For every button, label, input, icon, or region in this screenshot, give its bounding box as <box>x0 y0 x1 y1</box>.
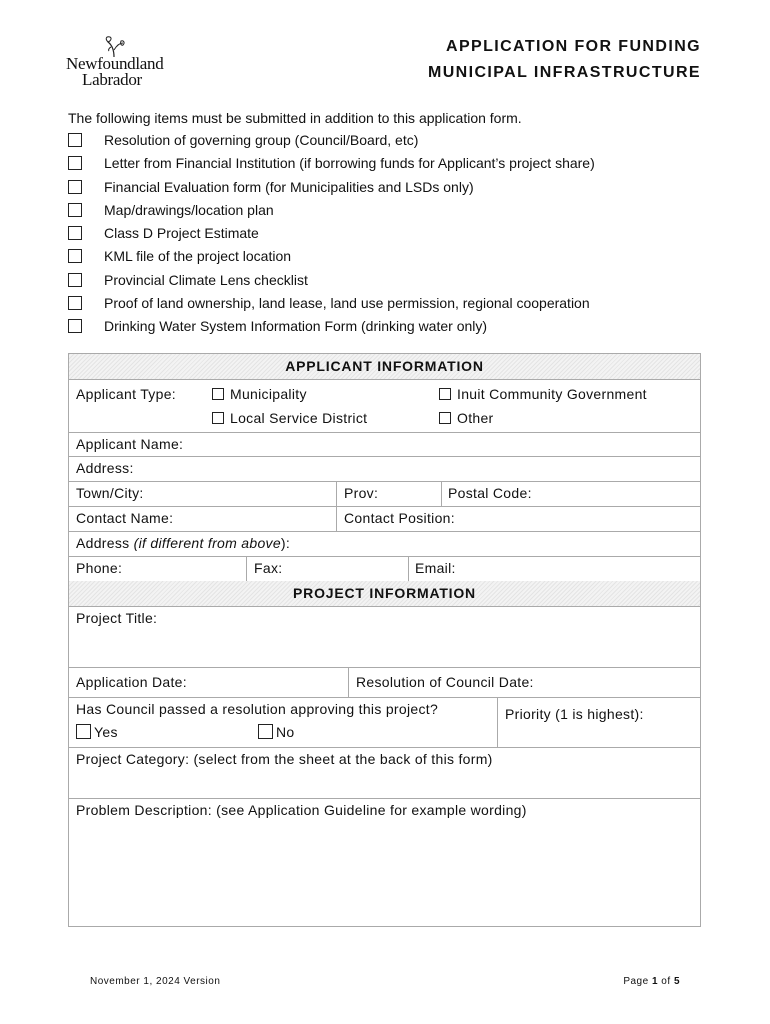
divider <box>408 556 409 581</box>
divider <box>497 697 498 747</box>
page-title-line1: APPLICATION FOR FUNDING <box>445 38 701 55</box>
phone-field[interactable]: Phone: <box>76 560 123 576</box>
checkbox[interactable] <box>68 319 82 333</box>
applicant-name-field[interactable]: Applicant Name: <box>76 436 184 452</box>
page-number: Page 1 of 5 <box>623 976 680 987</box>
application-form-table <box>68 353 701 927</box>
checkbox[interactable] <box>258 724 273 739</box>
application-date-field[interactable]: Application Date: <box>76 674 187 690</box>
problem-description-field[interactable]: Problem Description: (see Application Guideline for example wording) <box>76 802 527 818</box>
divider <box>69 379 700 380</box>
intro-text: The following items must be submitted in addition to this application form. <box>68 110 522 126</box>
divider <box>246 556 247 581</box>
option-local-service-district[interactable]: Local Service District <box>212 410 367 426</box>
checkbox[interactable] <box>68 296 82 310</box>
divider <box>348 667 349 697</box>
checkbox[interactable] <box>212 388 224 400</box>
logo-line2: Labrador <box>82 70 142 89</box>
divider <box>69 747 700 748</box>
version-label: November 1, 2024 Version <box>90 976 221 987</box>
checkbox[interactable] <box>68 273 82 287</box>
applicant-type-label: Applicant Type: <box>76 386 176 402</box>
checkbox[interactable] <box>76 724 91 739</box>
divider <box>69 667 700 668</box>
logo-line1: Newfoundland <box>66 54 164 73</box>
project-title-field[interactable]: Project Title: <box>76 610 158 626</box>
project-category-field[interactable]: Project Category: (select from the sheet at the back of this form) <box>76 751 493 767</box>
province-field[interactable]: Prov: <box>344 485 379 501</box>
checkbox[interactable] <box>68 180 82 194</box>
resolution-question: Has Council passed a resolution approving this project? <box>76 701 439 717</box>
divider <box>69 798 700 799</box>
applicant-information-header: APPLICANT INFORMATION <box>69 354 700 379</box>
divider <box>69 456 700 457</box>
priority-field[interactable]: Priority (1 is highest): <box>505 706 644 722</box>
email-field[interactable]: Email: <box>415 560 456 576</box>
option-inuit-community-government[interactable]: Inuit Community Government <box>439 386 647 402</box>
divider <box>69 606 700 607</box>
option-municipality[interactable]: Municipality <box>212 386 307 402</box>
divider <box>69 432 700 433</box>
contact-name-field[interactable]: Contact Name: <box>76 510 174 526</box>
contact-position-field[interactable]: Contact Position: <box>344 510 455 526</box>
checkbox[interactable] <box>439 388 451 400</box>
checkbox[interactable] <box>212 412 224 424</box>
alternate-address-field[interactable]: Address (if different from above): <box>76 535 291 551</box>
checkbox[interactable] <box>68 249 82 263</box>
project-information-header: PROJECT INFORMATION <box>69 581 700 606</box>
divider <box>336 481 337 506</box>
option-other[interactable]: Other <box>439 410 494 426</box>
divider <box>69 481 700 482</box>
newfoundland-labrador-logo <box>66 36 166 92</box>
option-yes[interactable]: Yes <box>76 724 118 740</box>
divider <box>441 481 442 506</box>
resolution-date-field[interactable]: Resolution of Council Date: <box>356 674 534 690</box>
divider <box>69 506 700 507</box>
divider <box>69 697 700 698</box>
checkbox[interactable] <box>439 412 451 424</box>
town-city-field[interactable]: Town/City: <box>76 485 144 501</box>
fax-field[interactable]: Fax: <box>254 560 283 576</box>
page-title-line2: MUNICIPAL INFRASTRUCTURE <box>428 64 701 81</box>
postal-code-field[interactable]: Postal Code: <box>448 485 532 501</box>
divider <box>336 506 337 531</box>
checkbox[interactable] <box>68 226 82 240</box>
checkbox[interactable] <box>68 156 82 170</box>
address-field[interactable]: Address: <box>76 460 134 476</box>
checkbox[interactable] <box>68 203 82 217</box>
option-no[interactable]: No <box>258 724 295 740</box>
divider <box>69 556 700 557</box>
checkbox[interactable] <box>68 133 82 147</box>
divider <box>69 531 700 532</box>
